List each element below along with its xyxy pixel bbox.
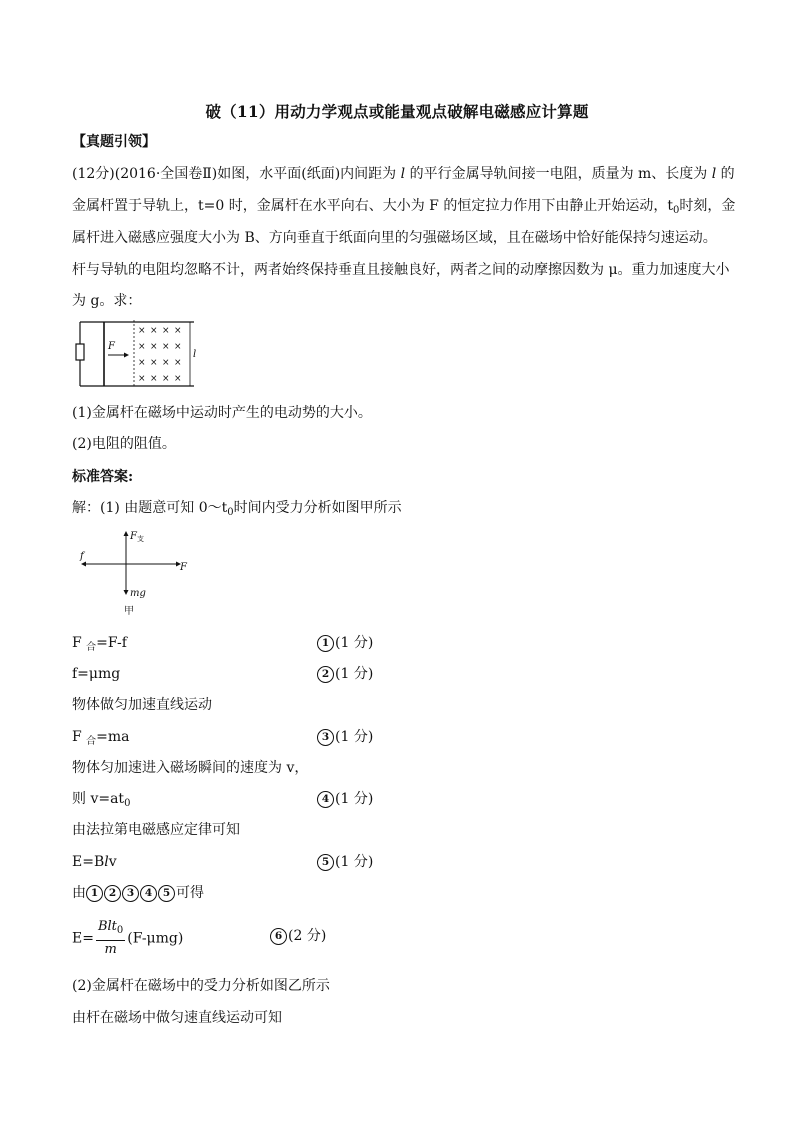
equation-number — [317, 633, 373, 653]
solution-line-1 — [72, 498, 402, 523]
problem-text: (12分)(2016·全国卷Ⅱ)如图，水平面(纸面)内间距为 — [72, 166, 401, 182]
question-1: (1)金属杆在磁场中运动时产生的电动势的大小。 — [72, 405, 372, 421]
problem-text: 金属杆置于导轨上，t=0 时，金属杆在水平向右、大小为 F 的恒定拉力作用下由静止开始运动，t — [72, 198, 673, 214]
solution-part-2-text: 由杆在磁场中做匀速直线运动可知 — [72, 1010, 282, 1026]
solution-text: 解：(1) 由题意可知 0～t — [72, 500, 228, 516]
eq-text: (F-μmg) — [127, 930, 184, 947]
friction-label: f — [80, 551, 84, 562]
resistor — [76, 344, 84, 360]
equation-number — [317, 664, 373, 684]
solution-text-6 — [72, 883, 204, 903]
circled-number: 3 — [122, 885, 139, 902]
problem-text: 的平行金属导轨间接一电阻，质量为 m、长度为 — [405, 166, 712, 182]
points: (1 分) — [335, 854, 374, 870]
fraction — [96, 918, 125, 959]
page-title: 破（11）用动力学观点或能量观点破解电磁感应计算题 — [205, 102, 589, 121]
field-cross: × — [138, 358, 146, 368]
gravity-label: mg — [130, 588, 146, 599]
circled-number: 3 — [317, 729, 334, 746]
points: (1 分) — [335, 666, 374, 682]
solution-text: 由 — [72, 885, 86, 901]
equation-number — [270, 918, 326, 954]
equation-number — [317, 789, 373, 809]
points: (2 分) — [288, 928, 327, 944]
normal-force-label: $F_支$ — [130, 531, 144, 543]
problem-line-4: 杆与导轨的电阻均忽略不计，两者始终保持垂直且接触良好，两者之间的动摩擦因数为 μ。重力加速度大小 — [72, 262, 730, 278]
eq-text: E= — [72, 930, 94, 947]
problem-line-5: 为 g。求： — [72, 293, 142, 309]
answer-heading: 标准答案: — [72, 469, 134, 485]
field-cross: × — [150, 374, 158, 384]
circled-number: 1 — [86, 885, 103, 902]
circled-number: 5 — [317, 854, 334, 871]
solution-text-4: 物体匀加速进入磁场瞬间的速度为 v， — [72, 760, 309, 776]
free-body-diagram — [76, 528, 196, 620]
eq-text: v — [108, 854, 117, 870]
eq-text: E=B — [72, 854, 105, 870]
eq-text: =F-f — [96, 635, 127, 651]
var-l: l — [400, 166, 406, 182]
length-label: l — [193, 349, 197, 360]
circled-number: 4 — [317, 791, 334, 808]
question-2: (2)电阻的阻值。 — [72, 436, 176, 452]
field-cross: × — [162, 358, 170, 368]
field-cross: × — [162, 326, 170, 336]
circled-number: 6 — [270, 928, 287, 945]
problem-text: 时刻，金 — [679, 198, 736, 214]
problem-text: 的 — [716, 166, 735, 182]
applied-force-label: F — [180, 562, 187, 573]
var-l: l — [711, 166, 717, 182]
field-cross: × — [138, 374, 146, 384]
equation-5 — [72, 852, 374, 872]
equation-number — [317, 727, 373, 747]
eq-text: 则 v=at — [72, 791, 125, 807]
subscript: 0 — [227, 507, 234, 518]
subscript: 合 — [86, 736, 97, 747]
circled-number: 5 — [158, 885, 175, 902]
eq-text: f=μmg — [72, 666, 121, 682]
equation-number — [317, 852, 373, 872]
equation-1 — [72, 633, 374, 658]
field-cross: × — [174, 326, 182, 336]
circled-number: 2 — [317, 666, 334, 683]
field-cross: × — [162, 342, 170, 352]
figure-caption: 甲 — [124, 606, 134, 617]
subscript: 0 — [672, 205, 680, 216]
circled-number: 2 — [104, 885, 121, 902]
field-cross: × — [150, 342, 158, 352]
eq-text: F — [72, 729, 87, 745]
eq-text: F — [72, 635, 87, 651]
circled-number: 1 — [317, 635, 334, 652]
fraction-denominator: m — [104, 942, 117, 957]
fraction-numerator: Blt$_0$ — [96, 918, 125, 941]
field-cross: × — [174, 342, 182, 352]
circled-number: 4 — [140, 885, 157, 902]
section-heading: 【真题引领】 — [72, 134, 156, 150]
force-label: F — [108, 341, 115, 352]
field-cross: × — [174, 358, 182, 368]
var-l: l — [104, 854, 109, 870]
subscript: 合 — [86, 642, 97, 653]
solution-text: 可得 — [176, 885, 204, 901]
problem-line-3: 属杆进入磁感应强度大小为 B、方向垂直于纸面向里的匀强磁场区域，且在磁场中恰好能保持匀速运动。 — [72, 230, 717, 246]
subscript: 0 — [124, 798, 131, 809]
eq-text: =ma — [96, 729, 130, 745]
field-cross: × — [138, 342, 146, 352]
solution-text: 时间内受力分析如图甲所示 — [233, 500, 402, 516]
equation-4 — [72, 789, 374, 814]
problem-line-1 — [72, 164, 735, 184]
equation-2 — [72, 664, 374, 684]
points: (1 分) — [335, 635, 374, 651]
magnetic-field-crosses — [138, 326, 182, 384]
solution-text-5: 由法拉第电磁感应定律可知 — [72, 822, 240, 838]
points: (1 分) — [335, 729, 374, 745]
field-cross: × — [162, 374, 170, 384]
field-cross: × — [174, 374, 182, 384]
rail-field-diagram — [74, 318, 204, 390]
points: (1 分) — [335, 791, 374, 807]
equation-6 — [72, 918, 327, 959]
equation-3 — [72, 727, 374, 752]
solution-text-3: 物体做匀加速直线运动 — [72, 697, 212, 713]
solution-part-2: (2)金属杆在磁场中的受力分析如图乙所示 — [72, 978, 330, 994]
problem-line-2 — [72, 196, 735, 221]
field-cross: × — [150, 358, 158, 368]
field-cross: × — [138, 326, 146, 336]
field-cross: × — [150, 326, 158, 336]
